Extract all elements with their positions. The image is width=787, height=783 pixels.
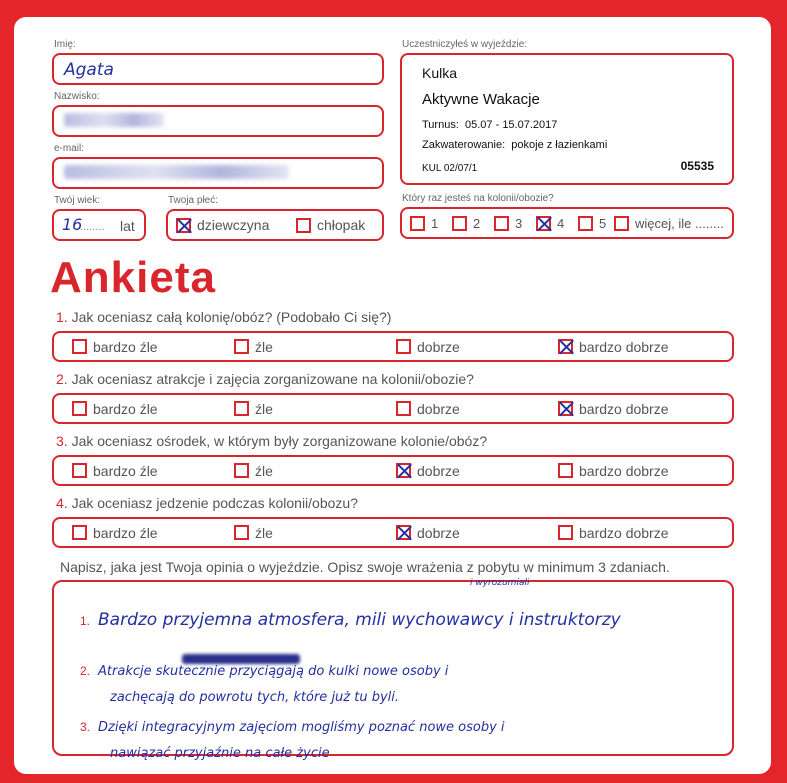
opinion-line-text: zachęcają do powrotu tych, które już tu byli.	[110, 690, 400, 705]
checkbox-icon[interactable]	[558, 525, 573, 540]
survey-title: Ankieta	[50, 253, 216, 302]
rating-option[interactable]	[558, 457, 669, 484]
question-text	[56, 371, 474, 387]
checkbox-icon[interactable]	[494, 216, 509, 231]
visits-field	[400, 207, 734, 239]
gender-option-label: dziewczyna	[197, 217, 270, 233]
checkbox-icon[interactable]	[452, 216, 467, 231]
checkbox-icon[interactable]	[396, 401, 411, 416]
trip-info-box	[400, 53, 734, 185]
rating-option-label: bardzo dobrze	[579, 400, 669, 417]
opinion-prompt: Napisz, jaka jest Twoja opinia o wyjeździe. Opisz swoje wrażenia z pobytu w minimum 3 zdaniach.	[60, 559, 670, 575]
opinion-line-text: Bardzo przyjemna atmosfera, mili wychowawcy i instruktorzy	[98, 610, 621, 630]
visits-option-5[interactable]: 5	[578, 209, 606, 237]
opinion-line	[110, 746, 330, 761]
opinion-line	[80, 610, 621, 630]
trip-number: 05535	[680, 159, 714, 173]
rating-option[interactable]	[72, 519, 158, 546]
trip-turnus	[422, 119, 557, 131]
gender-field	[166, 209, 384, 241]
checkbox-icon[interactable]	[396, 339, 411, 354]
accommodation-value: pokoje z łazienkami	[511, 139, 608, 151]
checkbox-checked-icon[interactable]	[558, 339, 573, 354]
rating-option[interactable]	[234, 457, 273, 484]
checkbox-icon[interactable]	[72, 339, 87, 354]
rating-option[interactable]	[396, 519, 460, 546]
rating-option[interactable]	[234, 519, 273, 546]
question-answer-row	[52, 393, 734, 424]
age-unit: lat	[120, 218, 135, 234]
checkbox-checked-icon[interactable]	[536, 216, 551, 231]
rating-option-label: bardzo dobrze	[579, 462, 669, 479]
question-number: 4.	[56, 495, 68, 511]
question-number: 3.	[56, 433, 68, 449]
opinion-box[interactable]	[52, 578, 734, 761]
visits-option-1[interactable]: 1	[410, 209, 438, 237]
trip-label: Uczestniczyłeś w wyjeździe:	[402, 39, 528, 50]
checkbox-icon[interactable]	[234, 401, 249, 416]
rating-option-label: bardzo dobrze	[579, 524, 669, 541]
opinion-line-text: Dzięki integracyjnym zajęciom mogliśmy poznać nowe osoby i	[98, 720, 505, 735]
question-answer-row	[52, 331, 734, 362]
checkbox-checked-icon[interactable]	[176, 218, 191, 233]
gender-label: Twoja płeć:	[168, 195, 219, 206]
rating-option[interactable]	[396, 395, 460, 422]
opinion-line-number: 2.	[80, 664, 91, 678]
turnus-label: Turnus:	[422, 119, 459, 131]
checkbox-icon[interactable]	[578, 216, 593, 231]
name-label: Imię:	[54, 39, 76, 50]
rating-option-label: bardzo źle	[93, 524, 158, 541]
checkbox-checked-icon[interactable]	[396, 463, 411, 478]
email-label: e-mail:	[54, 143, 85, 154]
checkbox-icon[interactable]	[410, 216, 425, 231]
rating-option-label: dobrze	[417, 400, 460, 417]
rating-option-label: bardzo źle	[93, 338, 158, 355]
rating-option-label: źle	[255, 524, 273, 541]
rating-option-label: dobrze	[417, 338, 460, 355]
trip-program: Aktywne Wakacje	[422, 91, 540, 108]
checkbox-checked-icon[interactable]	[558, 401, 573, 416]
opinion-line	[110, 690, 399, 705]
rating-option[interactable]	[396, 457, 460, 484]
email-field[interactable]	[52, 157, 384, 189]
gender-option-male[interactable]	[296, 211, 365, 239]
rating-option-label: bardzo dobrze	[579, 338, 669, 355]
scribble-out	[182, 654, 300, 664]
age-dots: ........	[80, 221, 105, 233]
question-label: Jak oceniasz całą kolonię/obóz? (Podobało Ci się?)	[71, 309, 392, 325]
age-field[interactable]	[52, 209, 146, 241]
checkbox-icon[interactable]	[296, 218, 311, 233]
question-label: Jak oceniasz jedzenie podczas kolonii/obozu?	[71, 495, 358, 511]
checkbox-icon[interactable]	[234, 339, 249, 354]
rating-option[interactable]	[72, 333, 158, 360]
opinion-line	[80, 664, 448, 679]
checkbox-icon[interactable]	[234, 463, 249, 478]
rating-option[interactable]	[396, 333, 460, 360]
survey-sheet	[14, 17, 771, 774]
opinion-line-number: 3.	[80, 720, 91, 734]
question-answer-row	[52, 455, 734, 486]
redacted-email	[64, 165, 289, 179]
checkbox-icon[interactable]	[72, 401, 87, 416]
trip-code: KUL 02/07/1	[422, 163, 478, 174]
question-text	[56, 309, 391, 325]
checkbox-icon[interactable]	[234, 525, 249, 540]
rating-option-label: bardzo źle	[93, 462, 158, 479]
visits-option-3[interactable]: 3	[494, 209, 522, 237]
question-number: 2.	[56, 371, 68, 387]
opinion-line-text: nawiązać przyjaźnie na całe życie	[110, 746, 330, 761]
visits-label: Który raz jesteś na kolonii/obozie?	[402, 193, 554, 204]
rating-option[interactable]	[234, 333, 273, 360]
question-label: Jak oceniasz atrakcje i zajęcia zorganizowane na kolonii/obozie?	[71, 371, 474, 387]
rating-option-label: bardzo źle	[93, 400, 158, 417]
turnus-value: 05.07 - 15.07.2017	[465, 119, 558, 131]
opinion-line-number: 1.	[80, 614, 91, 628]
name-value: Agata	[64, 60, 114, 80]
trip-org: Kulka	[422, 65, 458, 81]
age-value: 16	[62, 215, 83, 234]
rating-option-label: dobrze	[417, 524, 460, 541]
visits-option-2[interactable]: 2	[452, 209, 480, 237]
question-text	[56, 433, 487, 449]
checkbox-icon[interactable]	[72, 463, 87, 478]
gender-option-label: chłopak	[317, 217, 366, 233]
rating-option[interactable]	[558, 519, 669, 546]
opinion-correction: i wyrozumiali	[470, 578, 530, 588]
question-number: 1.	[56, 309, 68, 325]
surname-label: Nazwisko:	[54, 91, 100, 102]
visits-option-4[interactable]: 4	[536, 209, 564, 237]
checkbox-checked-icon[interactable]	[396, 525, 411, 540]
name-field[interactable]	[52, 53, 384, 85]
rating-option[interactable]	[234, 395, 273, 422]
rating-option[interactable]	[72, 395, 158, 422]
gender-option-female[interactable]	[176, 211, 269, 239]
surname-field[interactable]	[52, 105, 384, 137]
checkbox-icon[interactable]	[72, 525, 87, 540]
checkbox-icon[interactable]	[614, 216, 629, 231]
age-label: Twój wiek:	[54, 195, 101, 206]
rating-option-label: źle	[255, 338, 273, 355]
question-label: Jak oceniasz ośrodek, w którym były zorganizowane kolonie/obóz?	[71, 433, 488, 449]
rating-option-label: dobrze	[417, 462, 460, 479]
rating-option[interactable]	[72, 457, 158, 484]
rating-option[interactable]	[558, 395, 669, 422]
checkbox-icon[interactable]	[558, 463, 573, 478]
rating-option-label: źle	[255, 462, 273, 479]
rating-option[interactable]	[558, 333, 669, 360]
redacted-surname	[64, 113, 164, 127]
question-answer-row	[52, 517, 734, 548]
opinion-line	[80, 720, 505, 735]
trip-accommodation	[422, 139, 607, 151]
rating-option-label: źle	[255, 400, 273, 417]
visits-option-more[interactable]: więcej, ile ........	[614, 209, 724, 237]
opinion-line-text: Atrakcje skutecznie przyciągają do kulki nowe osoby i	[98, 664, 449, 679]
accommodation-label: Zakwaterowanie:	[422, 139, 506, 151]
question-text	[56, 495, 358, 511]
